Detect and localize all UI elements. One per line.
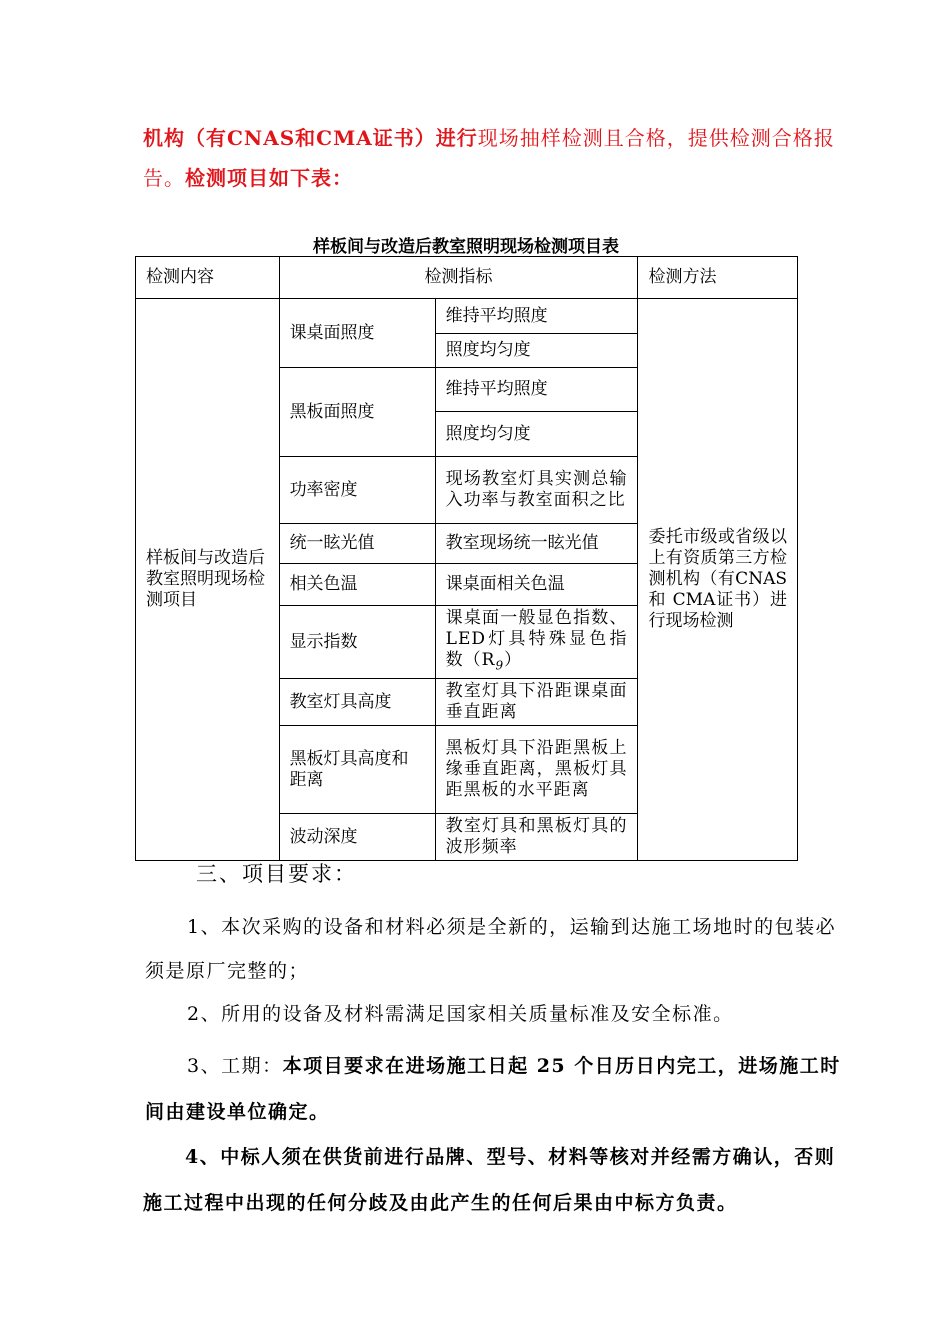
- sub-cell: 教室灯具下沿距课桌面垂直距离: [435, 679, 638, 726]
- header-content: 检测内容: [136, 257, 280, 299]
- item-cell: 黑板面照度: [279, 368, 435, 457]
- requirement-4: 4、中标人须在供货前进行品牌、型号、材料等核对并经需方确认，否则施工过程中出现的任何分歧及由此产生的任何后果由中标方负责。: [143, 1146, 836, 1214]
- item-cell: 波动深度: [279, 814, 435, 861]
- requirement-1: 1、本次采购的设备和材料必须是全新的，运输到达施工场地时的包装必须是原厂完整的；: [145, 916, 837, 982]
- sub-cell: 照度均匀度: [435, 334, 638, 368]
- intro-bold-1: 机构（有CNAS和CMA证书）进行: [143, 126, 478, 150]
- r9-subscript: 9: [495, 658, 505, 673]
- sub-cell: 现场教室灯具实测总输入功率与教室面积之比: [435, 457, 638, 524]
- item-cell: 统一眩光值: [279, 524, 435, 564]
- sub-cell: [435, 606, 638, 679]
- item-cell: 课桌面照度: [279, 299, 435, 368]
- section-heading: 三、项目要求：: [196, 862, 357, 886]
- inspection-table: [135, 256, 798, 861]
- header-method: 检测方法: [638, 257, 798, 299]
- method-cell: 委托市级或省级以上有资质第三方检测机构（有CNAS 和 CMA证书）进行现场检测: [638, 299, 798, 861]
- sub-cell: 课桌面相关色温: [435, 564, 638, 606]
- table-header-row: [136, 257, 798, 299]
- header-indicator: 检测指标: [279, 257, 638, 299]
- requirement-3-bold: 本项目要求在进场施工日起 25 个日历日内完工，进场施工时间由建设单位确定。: [145, 1055, 841, 1123]
- item-cell: 相关色温: [279, 564, 435, 606]
- sub-cell: 维持平均照度: [435, 368, 638, 412]
- intro-text-2: 现场抽样检测且合格，提供检测合格报告。: [143, 126, 835, 190]
- requirement-3-prefix: 3、工期：: [187, 1055, 283, 1077]
- sub-cell: 教室现场统一眩光值: [435, 524, 638, 564]
- item-cell: 黑板灯具高度和距离: [279, 726, 435, 814]
- item-cell: 教室灯具高度: [279, 679, 435, 726]
- cri-close: ）: [504, 650, 523, 670]
- item-cell: 功率密度: [279, 457, 435, 524]
- sub-cell: 维持平均照度: [435, 299, 638, 334]
- requirement-3: [145, 1043, 851, 1135]
- sub-cell: 教室灯具和黑板灯具的波形频率: [435, 814, 638, 861]
- intro-bold-3: 检测项目如下表：: [185, 166, 353, 190]
- sub-cell: 照度均匀度: [435, 412, 638, 457]
- cri-text: 课桌面一般显色指数、LED灯具特殊显色指数（R: [445, 608, 628, 670]
- sub-cell: 黑板灯具下沿距黑板上缘垂直距离，黑板灯具距黑板的水平距离: [435, 726, 638, 814]
- intro-paragraph: [143, 118, 855, 198]
- table-title: 样板间与改造后教室照明现场检测项目表: [313, 237, 619, 257]
- item-cell: 显示指数: [279, 606, 435, 679]
- requirement-2: 2、所用的设备及材料需满足国家相关质量标准及安全标准。: [187, 1003, 734, 1025]
- content-cell: 样板间与改造后教室照明现场检测项目: [136, 299, 280, 861]
- table-row: [136, 299, 798, 334]
